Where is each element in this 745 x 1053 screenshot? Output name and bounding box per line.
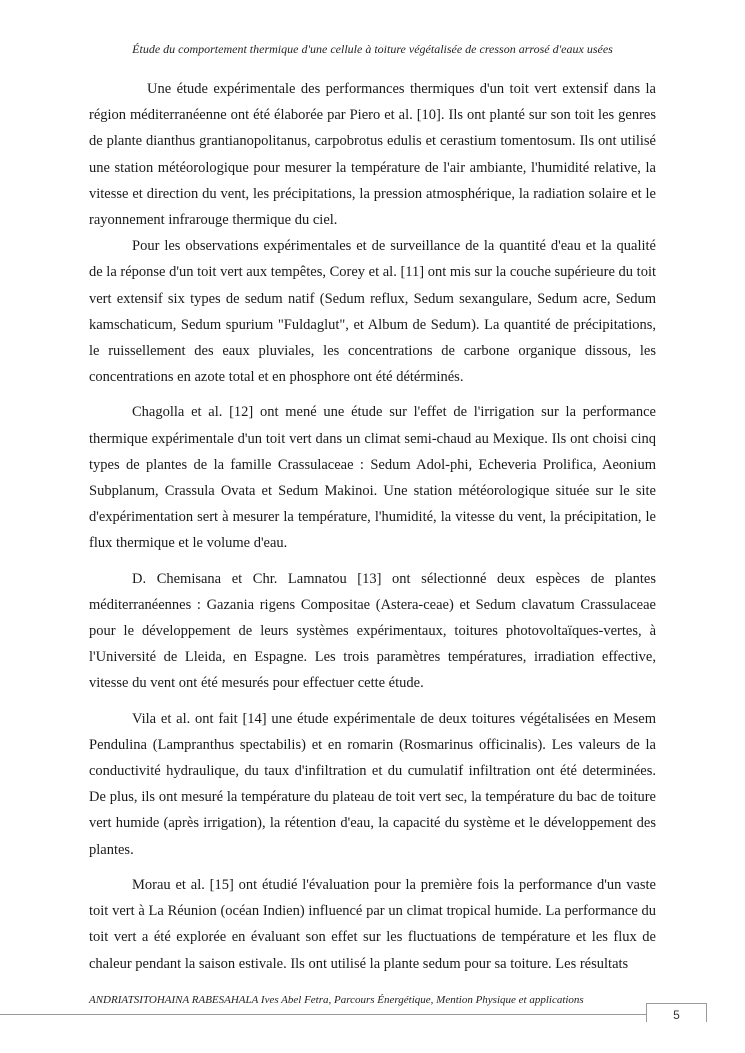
paragraph-chagolla: Chagolla et al. [12] ont mené une étude sur l'effet de l'irrigation sur la performance thermique expérimentale d'un toit vert dans un climat semi-chaud au Mexique. Ils ont choisi cinq types de plantes de la famille Crassulaceae : Sedum Adol-phi, Echeveria Prolifica, Aeonium Subplanum, Crassula Ovata et Sedum Makinoi. Une station météorologique située sur le site d'expérimentation sert à mesurer la température, l'humidité, la vitesse du vent, la précipitation, le flux thermique et le volume d'eau. (89, 404, 656, 552)
footer-rule (0, 1014, 647, 1015)
paragraph-morau: Morau et al. [15] ont étudié l'évaluation pour la première fois la performance d'un vaste toit vert à La Réunion (océan Indien) influencé par un climat tropical humide. La performance du toit vert a été explorée en évaluant son effet sur les fluctuations de température et les flux de chaleur pendant la saison estivale. Ils ont utilisé la plante sedum pour sa toiture. Les résultats (89, 876, 656, 972)
paragraph-corey: Pour les observations expérimentales et de surveillance de la quantité d'eau et la qualité de la réponse d'un toit vert aux tempêtes, Corey et al. [11] ont mis sur la couche supérieure du toit vert extensif six types de sedum natif (Sedum reflux, Sedum sexangulare, Sedum acre, Sedum kamschaticum, Sedum spurium "Fuldaglut", et Album de Sedum). La quantité de précipitations, le ruissellement des eaux pluviales, les concentrations de carbone organique dissous, les concentrations en azote total et en phosphore ont été détérminés. (89, 238, 657, 386)
page-number: 5 (646, 1003, 707, 1022)
running-header: Étude du comportement thermique d'une cellule à toiture végétalisée de cresson arrosé d'eaux usées (132, 42, 613, 56)
paragraph-piero: Une étude expérimentale des performances thermiques d'un toit vert extensif dans la région méditerranéenne ont été élaborée par Piero et al. [10]. Ils ont planté sur son toit les genres de plante dianthus grantianopolitanus, carpobrotus edulis et cerastium tomentosum. Ils ont utilisé une station météorologique pour mesurer la température de l'air ambiante, l'humidité relative, la vitesse et direction du vent, les précipitations, la pression atmosphérique, la radiation solaire et le rayonnement infrarouge thermique du ciel. (89, 81, 656, 229)
body-text (89, 76, 656, 977)
paragraph-vila: Vila et al. ont fait [14] une étude expérimentale de deux toitures végétalisées en Mesem Pendulina (Lampranthus spectabilis) et en romarin (Rosmarinus officinalis). Les valeurs de la conductivité hydraulique, du taux d'infiltration et du cumulatif infiltration ont été determinées. De plus, ils ont mesuré la température du plateau de toit vert sec, la température du bac de toiture vert humide (après irrigation), la rétention d'eau, la capacité du système et le développement des plantes. (89, 710, 656, 858)
footer-author-line: ANDRIATSITOHAINA RABESAHALA Ives Abel Fetra, Parcours Énergétique, Mention Physique et applications (89, 994, 584, 1006)
paragraph-chemisana: D. Chemisana et Chr. Lamnatou [13] ont sélectionné deux espèces de plantes méditerranéennes : Gazania rigens Compositae (Astera-ceae) et Sedum clavatum Crassulaceae pour le développement de leurs systèmes expérimentaux, toitures photovoltaïques-vertes, à l'Université de Lleida, en Espagne. Les trois paramètres températures, irradiation effective, vitesse du vent ont été mesurés pour effectuer cette étude. (89, 570, 656, 692)
